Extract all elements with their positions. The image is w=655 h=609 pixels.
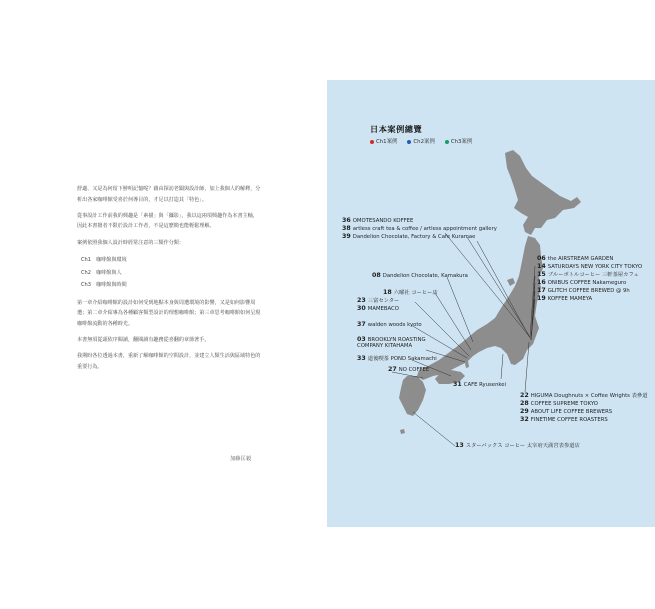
blue-dot-icon xyxy=(407,140,411,144)
paragraph: 本書無須從頭依序閱讀，翻閱讀有趣務從喜翻的章節著手。 xyxy=(77,337,210,344)
leader-line xyxy=(435,293,471,350)
chapter-item: Ch1 咖啡館與環境 xyxy=(81,256,127,263)
map-label: 33 道後喫茶 POND Sakamachi xyxy=(357,355,437,362)
sado-island xyxy=(507,278,515,286)
chapter-item: Ch2 咖啡館與人 xyxy=(81,269,122,276)
map-label: 03 BROOKLYN ROASTING COMPANY KITAHAMA xyxy=(357,336,426,349)
author-name: 加藤匡毅 xyxy=(230,456,252,462)
map-label: 15 ブルーボトルコーヒー 三軒茶屋カフェ xyxy=(537,271,639,278)
map-label: 06 the AIRSTREAM GARDEN xyxy=(537,255,614,262)
map-label: 28 COFFEE SUPREME TOKYO xyxy=(520,400,598,407)
green-dot-icon xyxy=(445,140,449,144)
map-title: 日本案例總覽 xyxy=(370,124,423,134)
map-label: 32 FINETIME COFFEE ROASTERS xyxy=(520,416,608,423)
map-label: 27 NO COFFEE xyxy=(388,366,430,373)
map-label: 14 SATURDAYS NEW YORK CITY TOKYO xyxy=(537,263,643,270)
map-label: 16 ONIBUS COFFEE Nakameguro xyxy=(537,279,627,286)
map-label: 39 Dandelion Chocolate, Factory & Cafe Kuramae xyxy=(342,233,476,240)
legend-item-ch1: Ch1案例 xyxy=(370,137,397,145)
map-label: 29 ABOUT LIFE COFFEE BREWERS xyxy=(520,408,613,415)
left-page xyxy=(0,0,327,609)
map-label: 19 KOFFEE MAMEYA xyxy=(537,295,593,302)
legend-item-ch2: Ch2案例 xyxy=(407,137,434,145)
leader-line xyxy=(413,412,455,446)
map-label: 22 HIGUMA Doughnuts × Coffee Wrights 表參道 xyxy=(520,392,648,399)
legend-item-ch3: Ch3案例 xyxy=(445,137,472,145)
map-label: 38 artless craft tea & coffee / artless appointment gallery xyxy=(342,225,497,232)
paragraph: 案例依照我個人設計時經常注意的三類作分類： xyxy=(77,239,184,246)
paragraph: 第一章介紹咖啡館的設計如何受到地點本身與周遭環境的影響，又是如何影響周遭；第二章介紹專為各種顧客類型設計的理想咖啡館；第三章思考咖啡館如何呈現咖啡館流動的各種時光。 xyxy=(77,299,261,327)
map-label: 23 三富センター xyxy=(357,297,400,304)
map-label: 13 スターバックス コーヒー 太宰府天満宮表参道店 xyxy=(455,442,580,449)
map-label: 37 walden woods kyoto xyxy=(357,321,422,328)
chapter-item: Ch3 咖啡館與時間 xyxy=(81,282,127,289)
paragraph: 我期盼各位透過本書，重新了解咖啡館的空間設計，並建立人類生活與區域特色的重要行為。 xyxy=(77,353,261,370)
map-label: 18 六曜社 コーヒー店 xyxy=(383,289,438,296)
map-label: 30 MAMEBACO xyxy=(357,305,399,312)
hokkaido-island xyxy=(505,150,581,235)
preface-text xyxy=(77,184,262,378)
map-legend xyxy=(370,137,472,145)
yakushima-island xyxy=(400,429,405,434)
leader-line xyxy=(501,354,503,379)
red-dot-icon xyxy=(370,140,374,144)
paragraph: 舒適、又是為何留下鮮明記憶呢？藉由探訪老闆與設計師，加上我個人的解釋，分析出各家咖啡館受喜於何導目的，才足以打造其「特色」。 xyxy=(77,186,261,203)
map-label: 31 CAFE Ryusenkei xyxy=(453,381,507,388)
map-label: 17 GLITCH COFFEE BREWED @ 9h xyxy=(537,287,630,294)
paragraph: 從事設計工作前我的興趣是「素描」與「攝影」，我以這兩項興趣作為本書主軸，因此本書擅者不限於設計工作者，不是這麼簡也能輕鬆理解。 xyxy=(77,212,258,230)
map-label: 08 Dandelion Chocolate, Kamakura xyxy=(372,272,468,279)
map-label: 36 OMOTESANDO KOFFEE xyxy=(342,217,414,224)
chapter-list xyxy=(81,254,262,292)
kyushu-island xyxy=(399,376,426,416)
